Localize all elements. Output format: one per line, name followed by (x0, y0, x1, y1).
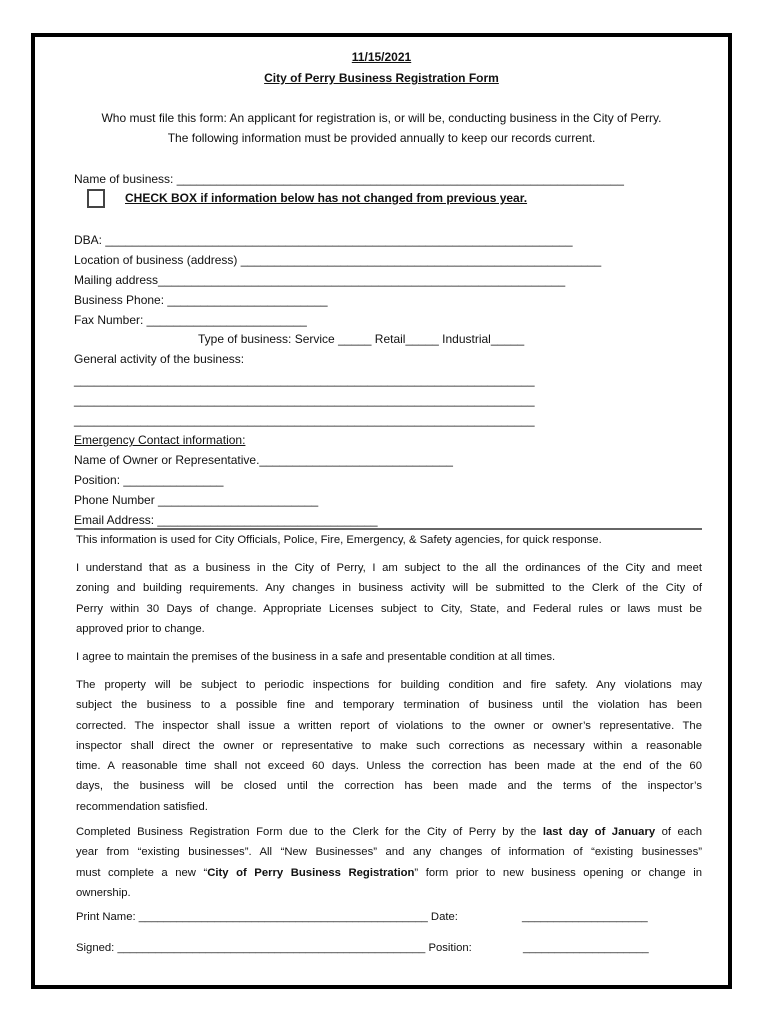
p4-text: Completed Business Registration Form due to the Clerk for the City of Perry by the (76, 826, 543, 838)
form-date: 11/15/2021 (351, 50, 412, 64)
paragraph-line: Perry within 30 Days of change. Appropriate Licenses subject to City, State, and Federal rules or laws must be (76, 602, 702, 615)
phone-number-field[interactable]: Phone Number ________________________ (74, 493, 319, 507)
paragraph-line: ownership. (76, 886, 131, 899)
date-field[interactable]: ____________________ (522, 911, 648, 923)
p4-text: ” form prior to new business opening or change in (414, 866, 702, 879)
paragraph-4 (76, 822, 702, 903)
unchanged-checkbox[interactable] (87, 189, 105, 208)
paragraph-1 (76, 558, 702, 639)
mailing-address-field[interactable]: Mailing address_____________________________________________________________ (74, 273, 566, 287)
paragraph-line: time. A reasonable time shall not exceed 60 days. Unless the correction has been made at the end of the 60 (76, 760, 702, 773)
signed-field[interactable]: Signed: _________________________________________________ Position: (76, 942, 472, 954)
form-page (31, 33, 732, 989)
intro-line-2: The following information must be provided annually to keep our records current. (167, 131, 596, 145)
checkbox-label: CHECK BOX if information below has not changed from previous year. (125, 191, 528, 205)
info-note: This information is used for City Officials, Police, Fire, Emergency, & Safety agencies, for quick response. (76, 534, 602, 546)
owner-name-field[interactable]: Name of Owner or Representative._____________________________ (74, 453, 453, 467)
paragraph-line: approved prior to change. (76, 622, 205, 635)
name-of-business-field[interactable]: Name of business: ___________________________________________________________________ (74, 172, 624, 186)
general-activity-line[interactable]: _____________________________________________________________________ (74, 393, 535, 407)
paragraph-3 (76, 675, 702, 817)
print-name-field[interactable]: Print Name: ______________________________________________ Date: (76, 911, 458, 923)
emergency-heading: Emergency Contact information: (74, 433, 246, 447)
divider (74, 528, 702, 530)
paragraph-line (76, 822, 702, 842)
general-activity-line[interactable]: _____________________________________________________________________ (74, 413, 535, 427)
paragraph-line: recommendation satisfied. (76, 800, 208, 813)
paragraph-line: subject the business to a possible fine and temporary termination of business until the violation has been (76, 699, 702, 712)
type-of-business-field[interactable]: Type of business: Service _____ Retail_____ Industrial_____ (198, 332, 525, 346)
paragraph-line: year from “existing businesses”. All “New Businesses” and any changes of information of “existing businesses” (76, 846, 702, 859)
paragraph-2: I agree to maintain the premises of the business in a safe and presentable condition at all times. (76, 651, 556, 663)
signature-position-field[interactable]: ____________________ (523, 942, 649, 954)
fax-number-field[interactable]: Fax Number: ________________________ (74, 313, 307, 327)
general-activity-line[interactable]: _____________________________________________________________________ (74, 373, 535, 387)
p4-form-name: City of Perry Business Registration (207, 866, 415, 879)
paragraph-line: days, the business will be closed until the correction has been made and the terms of the inspector’s (76, 780, 702, 793)
business-phone-field[interactable]: Business Phone: ________________________ (74, 293, 328, 307)
dba-field[interactable]: DBA: ______________________________________________________________________ (74, 233, 573, 247)
paragraph-line: The property will be subject to periodic inspections for building condition and fire safety. Any violations may (76, 679, 702, 691)
general-activity-label: General activity of the business: (74, 352, 245, 366)
paragraph-line: zoning and building requirements. Any changes in business activity will be submitted to the Clerk of the City of (76, 582, 702, 595)
intro-line-1: Who must file this form: An applicant for registration is, or will be, conducting business in the City of Perry. (101, 111, 662, 125)
form-title: City of Perry Business Registration Form (264, 71, 499, 85)
p4-text: of each (655, 826, 702, 838)
p4-deadline: last day of January (542, 826, 656, 838)
position-field[interactable]: Position: _______________ (74, 473, 224, 487)
email-address-field[interactable]: Email Address: _________________________________ (74, 513, 378, 527)
location-field[interactable]: Location of business (address) ______________________________________________________ (74, 253, 602, 267)
p4-text: must complete a new “ (76, 866, 208, 879)
paragraph-line: inspector shall direct the owner or representative to make such corrections as necessary within a reasonable (76, 739, 702, 752)
paragraph-line (76, 863, 702, 883)
paragraph-line: corrected. The inspector shall issue a written report of violations to the owner or owner’s representative. The (76, 719, 702, 732)
paragraph-line: I understand that as a business in the City of Perry, I am subject to the all the ordinances of the City and meet (76, 562, 702, 574)
